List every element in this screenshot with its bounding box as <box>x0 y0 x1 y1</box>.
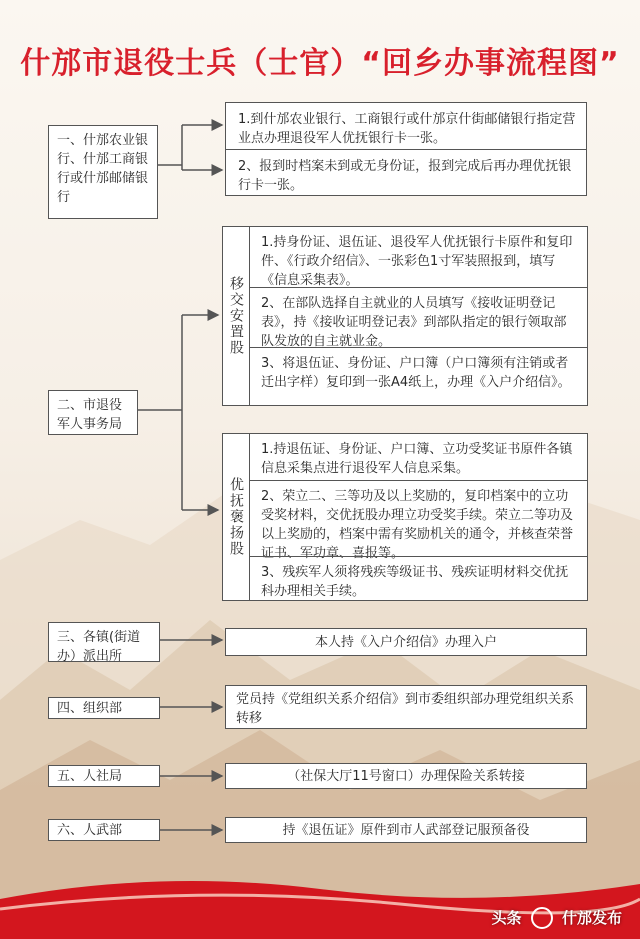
step-4-label: 四、组织部 <box>48 697 160 719</box>
step-5-label: 五、人社局 <box>48 765 160 787</box>
watermark <box>492 907 623 930</box>
transfer-item-1: 1.持身份证、退伍证、退役军人优抚银行卡原件和复印件、《行政介绍信》、一张彩色1寸军装照报到，填写《信息采集表》。 <box>261 235 573 288</box>
step-2-label: 二、市退役军人事务局 <box>48 390 138 435</box>
pension-item-3: 3、残疾军人须将残疾等级证书、残疾证明材料交优抚科办理相关手续。 <box>249 556 587 600</box>
section-pension-commendation <box>222 433 588 601</box>
watermark-prefix: 头条 <box>491 908 522 927</box>
step-5-text: （社保大厅11号窗口）办理保险关系转接 <box>225 763 587 789</box>
step-3-label: 三、各镇(街道办）派出所 <box>48 622 160 662</box>
wechat-icon <box>531 907 553 929</box>
section-name-pension: 优抚褒扬股 <box>223 434 250 600</box>
pension-item-1: 1.持退伍证、身份证、户口簿、立功受奖证书原件各镇信息采集点进行退役军人信息采集。 <box>261 442 573 476</box>
transfer-item-3: 3、将退伍证、身份证、户口簿（户口簿须有注销或者迁出字样）复印到一张A4纸上，办理《入户介绍信》。 <box>249 347 587 405</box>
step-1-item-1: 1.到什邡农业银行、工商银行或什邡京什街邮储银行指定营业点办理退役军人优抚银行卡一张。 <box>225 102 587 150</box>
step-1-label: 一、什邡农业银行、什邡工商银行或什邡邮储银行 <box>48 125 158 219</box>
pension-item-2: 2、荣立二、三等功及以上奖励的，复印档案中的立功受奖材料，交优抚股办理立功受奖手续。荣立二等功及以上奖励的，档案中需有奖励机关的通令，并核查荣誉证书、军功章、喜报等。 <box>249 480 587 556</box>
section-transfer-placement <box>222 226 588 406</box>
step-4-text: 党员持《党组织关系介绍信》到市委组织部办理党组织关系转移 <box>225 685 587 729</box>
step-3-text: 本人持《入户介绍信》办理入户 <box>225 628 587 656</box>
section-name-transfer: 移交安置股 <box>223 227 250 405</box>
step-1-item-2: 2、报到时档案未到或无身份证，报到完成后再办理优抚银行卡一张。 <box>225 150 587 196</box>
page-title: 什邡市退役士兵（士官）“回乡办事流程图” <box>20 46 620 81</box>
transfer-item-2: 2、在部队选择自主就业的人员填写《接收证明登记表》，持《接收证明登记表》到部队指定的银行领取部队发放的自主就业金。 <box>249 287 587 347</box>
step-6-text: 持《退伍证》原件到市人武部登记服预备役 <box>225 817 587 843</box>
watermark-name: 什邡发布 <box>561 908 622 927</box>
step-6-label: 六、人武部 <box>48 819 160 841</box>
